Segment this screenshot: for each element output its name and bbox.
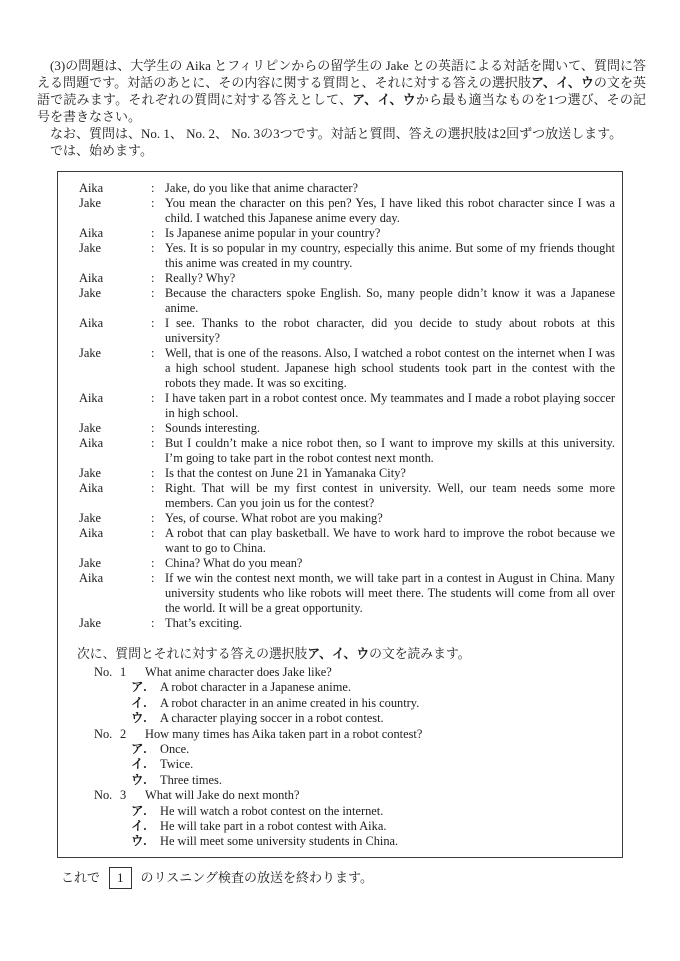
choice-row (131, 834, 615, 849)
dialogue-text: Because the characters spoke English. So, many people didn’t know it was a Japanese anime. (165, 286, 615, 315)
speaker-name: Jake (79, 286, 102, 300)
speaker-name: Jake (79, 196, 102, 210)
choice-marker: ア. (131, 803, 147, 818)
colon-separator: : (151, 181, 155, 195)
question-block-1 (77, 665, 615, 727)
dialogue-text: But I couldn’t make a nice robot then, so I want to improve my skills at this university. I’m going to take part in the robot contest next month. (165, 436, 615, 465)
dialogue-row (79, 571, 615, 616)
choice-text: Once. (160, 742, 190, 757)
colon-separator: : (151, 286, 155, 300)
dialogue-row (79, 466, 615, 481)
choice-marker: ウ. (131, 834, 147, 849)
dialogue-text: Sounds interesting. (165, 421, 260, 435)
speaker-name: Aika (79, 436, 104, 450)
dialogue-row (79, 526, 615, 556)
choice-row (131, 696, 615, 711)
dialogue-row (79, 481, 615, 511)
colon-separator: : (151, 421, 155, 435)
dialogue-text: Yes. It is so popular in my country, especially this anime. But some of my friends thought this anime was created in my country. (165, 241, 615, 270)
colon-separator: : (151, 571, 155, 585)
choice-marker: イ. (131, 695, 147, 710)
closing-text-after: のリスニング検査の放送を終わります。 (140, 870, 373, 886)
speaker-name: Aika (79, 391, 104, 405)
dialogue-text: I have taken part in a robot contest once. My teammates and I made a robot playing soccer in high school. (165, 391, 615, 420)
closing-text-before: これで (61, 870, 101, 886)
choice-text: Three times. (160, 772, 222, 787)
colon-separator: : (151, 316, 155, 330)
choice-row (131, 819, 615, 834)
choice-marker: ア. (131, 680, 147, 695)
speaker-name: Aika (79, 481, 104, 495)
question-heading (94, 727, 615, 742)
choice-markers-bold-2: ア、イ、ウ (352, 92, 416, 107)
intro-paragraph-2: なお、質問は、No. 1、 No. 2、 No. 3の3つです。対話と質問、答えの選択肢は2回ずつ放送します。 (37, 126, 623, 141)
colon-separator: : (151, 271, 155, 285)
dialogue-row (79, 616, 615, 631)
question-number: 2 (120, 726, 127, 741)
colon-separator: : (151, 556, 155, 570)
speaker-name: Jake (79, 421, 102, 435)
dialogue-text: Really? Why? (165, 271, 236, 285)
dialogue-row (79, 316, 615, 346)
intro-p1-text-c: から最も適当なものを1つ選び、その記号を書きなさい。 (37, 92, 647, 124)
choice-text: A robot character in a Japanese anime. (160, 680, 351, 695)
choice-marker: イ. (131, 819, 147, 834)
dialogue-row (79, 181, 615, 196)
speaker-name: Jake (79, 346, 102, 360)
dialogue-row (79, 271, 615, 286)
question-text: What anime character does Jake like? (145, 665, 332, 679)
colon-separator: : (151, 526, 155, 540)
dialogue-row (79, 226, 615, 241)
questions-intro-bold-markers: ア、イ、ウ (307, 647, 370, 661)
question-text: How many times has Aika taken part in a robot contest? (145, 726, 423, 741)
colon-separator: : (151, 226, 155, 240)
choice-row (131, 680, 615, 695)
dialogue-text: Is that the contest on June 21 in Yamanaka City? (165, 466, 406, 480)
choice-marker: ウ. (131, 772, 147, 787)
dialogue-row (79, 421, 615, 436)
dialogue-text: If we win the contest next month, we will take part in a contest in August in China. Many university students who like robots will meet there. The students will come from all over the world. It will be a great opportunity. (165, 571, 615, 615)
choice-text: He will take part in a robot contest with Aika. (160, 819, 387, 834)
choice-text: Twice. (160, 757, 194, 772)
colon-separator: : (151, 511, 155, 525)
choice-marker: ウ. (131, 711, 147, 726)
intro-instructions (37, 57, 646, 159)
choice-marker: ア. (131, 742, 147, 757)
choice-text: He will meet some university students in China. (160, 834, 399, 849)
choice-marker: イ. (131, 757, 147, 772)
colon-separator: : (151, 481, 155, 495)
dialogue-text: Right. That will be my first contest in university. Well, our team needs some more members. Can you join us for the contest? (165, 481, 615, 510)
dialogue-text: China? What do you mean? (165, 556, 303, 570)
choice-row (131, 742, 615, 757)
choice-row (131, 757, 615, 772)
question-number: 3 (120, 788, 127, 803)
speaker-name: Aika (79, 226, 104, 240)
colon-separator: : (151, 466, 155, 480)
questions-intro-text-a: 次に、質問とそれに対する答えの選択肢 (77, 647, 308, 661)
intro-p1-text-b: の文を英語で読みます。それぞれの質問に対する答えとして、 (37, 75, 646, 107)
dialogue-row (79, 511, 615, 526)
question-no-label: No. (94, 726, 113, 741)
question-heading (94, 665, 615, 680)
speaker-name: Jake (79, 556, 102, 570)
colon-separator: : (151, 346, 155, 360)
dialogue-text: Jake, do you like that anime character? (165, 181, 358, 195)
choice-row (131, 711, 615, 726)
dialogue-row (79, 436, 615, 466)
question-heading (94, 788, 615, 803)
speaker-name: Jake (79, 241, 102, 255)
dialogue-row (79, 241, 615, 271)
dialogue-text: Yes, of course. What robot are you making? (165, 511, 383, 525)
colon-separator: : (151, 616, 155, 630)
dialogue-text: Well, that is one of the reasons. Also, I watched a robot contest on the internet when I was a high school student. Japanese high school students took part in the contest with the robots they made. It was so exciting. (165, 346, 615, 390)
dialogue-text: Is Japanese anime popular in your country? (165, 226, 381, 240)
speaker-name: Aika (79, 526, 104, 540)
question-no-label: No. (94, 665, 113, 679)
colon-separator: : (151, 391, 155, 405)
dialogue-section (77, 181, 615, 631)
colon-separator: : (151, 436, 155, 450)
choice-text: He will watch a robot contest on the internet. (160, 803, 384, 818)
questions-intro-line (77, 646, 615, 663)
questions-intro-text-b: の文を読みます。 (369, 647, 471, 661)
choice-text: A robot character in an anime created in his country. (160, 695, 420, 710)
question-block-2 (77, 727, 615, 789)
speaker-name: Aika (79, 271, 104, 285)
colon-separator: : (151, 241, 155, 255)
speaker-name: Jake (79, 511, 102, 525)
speaker-name: Jake (79, 466, 102, 480)
dialogue-row (79, 286, 615, 316)
choice-row (131, 804, 615, 819)
intro-p1-text-a: (3)の問題は、大学生の Aika とフィリピンからの留学生の Jake との英語による対話を聞いて、質問に答える問題です。対話のあとに、その内容に関する質問と、それに対する答えの選択肢 (37, 58, 646, 90)
speaker-name: Jake (79, 616, 102, 630)
dialogue-row (79, 346, 615, 391)
dialogue-text: I see. Thanks to the robot character, did you decide to study about robots at this university? (165, 316, 615, 345)
choice-row (131, 773, 615, 788)
intro-paragraph-3: では、始めます。 (37, 143, 153, 158)
closing-line (61, 867, 680, 889)
colon-separator: : (151, 196, 155, 210)
dialogue-box (57, 171, 623, 858)
dialogue-row (79, 391, 615, 421)
question-no-label: No. (94, 788, 113, 803)
dialogue-text: You mean the character on this pen? Yes, I have liked this robot character since I was a child. I watched this Japanese anime every day. (165, 196, 615, 225)
choice-markers-bold-1: ア、イ、ウ (530, 75, 594, 90)
question-text: What will Jake do next month? (145, 788, 300, 803)
dialogue-row (79, 196, 615, 226)
speaker-name: Aika (79, 316, 104, 330)
question-number: 1 (120, 665, 127, 679)
speaker-name: Aika (79, 571, 104, 585)
dialogue-text: A robot that can play basketball. We have to work hard to improve the robot because we want to go to China. (165, 526, 615, 555)
questions-section (77, 646, 615, 850)
dialogue-row (79, 556, 615, 571)
section-number-box: 1 (109, 867, 132, 889)
dialogue-text: That’s exciting. (165, 616, 243, 630)
speaker-name: Aika (79, 181, 104, 195)
choice-text: A character playing soccer in a robot contest. (160, 711, 384, 726)
question-block-3 (77, 788, 615, 850)
intro-paragraph-1 (37, 57, 646, 125)
